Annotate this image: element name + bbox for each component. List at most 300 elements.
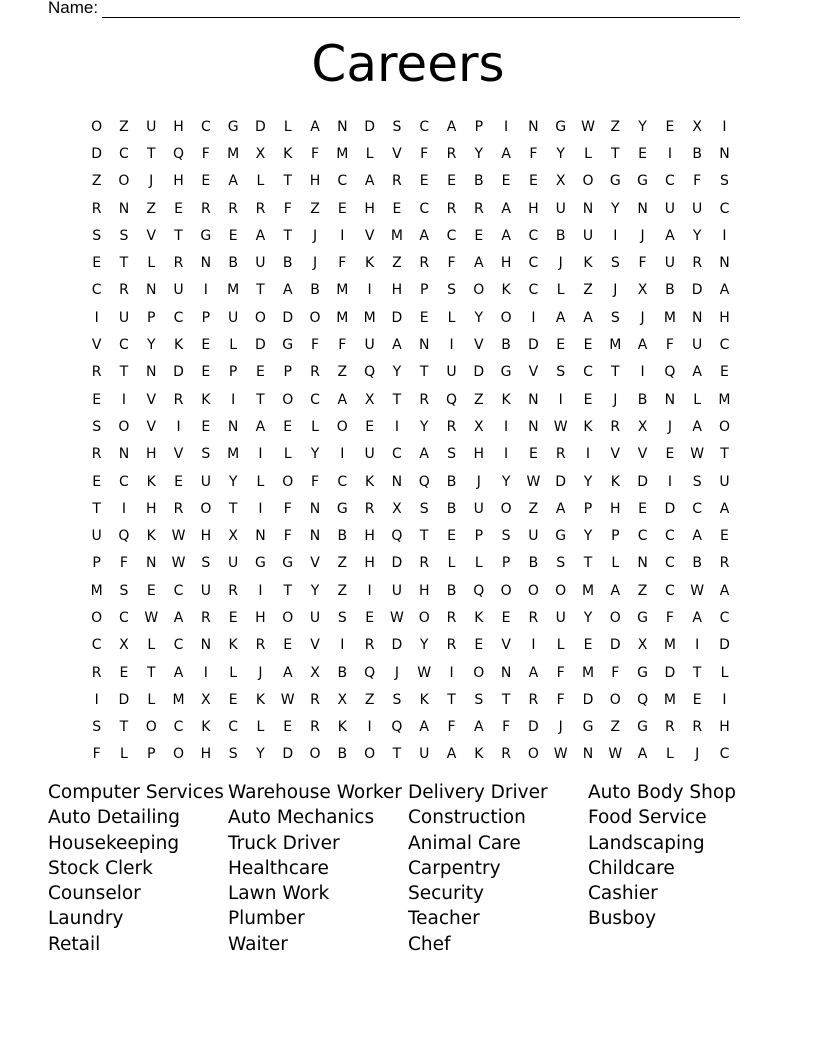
grid-letter[interactable]: Q <box>391 528 403 545</box>
grid-letter[interactable]: M <box>581 582 595 599</box>
grid-letter[interactable]: K <box>501 391 511 408</box>
grid-letter[interactable]: Y <box>501 473 511 490</box>
grid-letter[interactable]: W <box>417 664 432 681</box>
grid-letter[interactable]: L <box>611 555 620 572</box>
grid-letter[interactable]: B <box>692 145 702 162</box>
grid-letter[interactable]: T <box>256 391 265 408</box>
grid-letter[interactable]: I <box>558 391 563 408</box>
grid-letter[interactable]: I <box>203 664 208 681</box>
grid-letter[interactable]: S <box>92 418 102 435</box>
grid-letter[interactable]: A <box>173 664 184 681</box>
grid-letter[interactable]: L <box>584 145 592 162</box>
grid-letter[interactable]: O <box>500 582 512 599</box>
grid-letter[interactable]: F <box>310 145 320 162</box>
grid-letter[interactable]: S <box>92 719 102 736</box>
grid-letter[interactable]: J <box>312 255 318 272</box>
grid-letter[interactable]: I <box>94 691 99 708</box>
grid-letter[interactable]: Z <box>637 582 648 599</box>
grid-letter[interactable]: G <box>336 500 348 517</box>
grid-letter[interactable]: Z <box>610 719 621 736</box>
grid-letter[interactable]: E <box>228 227 238 244</box>
grid-letter[interactable]: Q <box>637 691 649 708</box>
grid-letter[interactable]: H <box>255 609 266 626</box>
grid-letter[interactable]: G <box>282 555 294 572</box>
grid-letter[interactable]: Z <box>528 500 539 517</box>
grid-letter[interactable]: H <box>528 200 539 217</box>
grid-letter[interactable]: Y <box>146 337 156 354</box>
grid-letter[interactable]: H <box>173 118 184 135</box>
grid-letter[interactable]: W <box>171 555 186 572</box>
grid-letter[interactable]: B <box>555 227 566 244</box>
grid-letter[interactable]: E <box>92 391 102 408</box>
grid-letter[interactable]: E <box>283 719 293 736</box>
grid-letter[interactable]: N <box>200 255 212 272</box>
grid-letter[interactable]: V <box>173 446 184 463</box>
grid-letter[interactable]: Z <box>583 282 593 299</box>
grid-letter[interactable]: U <box>228 555 239 572</box>
grid-letter[interactable]: D <box>473 364 485 381</box>
grid-letter[interactable]: W <box>581 118 595 135</box>
grid-letter[interactable]: X <box>637 637 648 654</box>
grid-letter[interactable]: M <box>227 282 240 299</box>
grid-letter[interactable]: K <box>337 719 347 736</box>
grid-letter[interactable]: H <box>173 173 184 190</box>
grid-letter[interactable]: E <box>92 255 102 272</box>
grid-letter[interactable]: R <box>446 200 457 217</box>
grid-letter[interactable]: R <box>501 746 511 763</box>
grid-letter[interactable]: Y <box>419 637 429 654</box>
grid-letter[interactable]: F <box>638 255 647 272</box>
grid-letter[interactable]: A <box>719 500 730 517</box>
grid-letter[interactable]: I <box>667 473 672 490</box>
grid-letter[interactable]: N <box>528 391 539 408</box>
grid-letter[interactable]: D <box>528 719 539 736</box>
grid-letter[interactable]: P <box>147 746 156 763</box>
grid-letter[interactable]: E <box>256 364 265 381</box>
grid-letter[interactable]: A <box>310 118 320 135</box>
grid-letter[interactable]: R <box>555 446 566 463</box>
grid-letter[interactable]: L <box>256 719 265 736</box>
grid-letter[interactable]: O <box>173 746 185 763</box>
grid-letter[interactable]: E <box>174 473 183 490</box>
grid-letter[interactable]: M <box>172 691 185 708</box>
grid-letter[interactable]: F <box>502 719 511 736</box>
grid-letter[interactable]: T <box>146 145 156 162</box>
grid-letter[interactable]: R <box>173 255 184 272</box>
grid-letter[interactable]: A <box>610 582 621 599</box>
grid-letter[interactable]: E <box>583 337 593 354</box>
grid-letter[interactable]: A <box>446 746 457 763</box>
grid-letter[interactable]: F <box>310 473 320 490</box>
grid-letter[interactable]: C <box>392 446 402 463</box>
grid-letter[interactable]: O <box>282 609 294 626</box>
grid-letter[interactable]: V <box>146 418 157 435</box>
grid-letter[interactable]: D <box>719 637 730 654</box>
grid-letter[interactable]: Z <box>337 364 348 381</box>
grid-letter[interactable]: F <box>119 555 128 572</box>
grid-letter[interactable]: E <box>474 227 484 244</box>
grid-letter[interactable]: S <box>201 446 211 463</box>
grid-letter[interactable]: K <box>501 282 511 299</box>
grid-letter[interactable]: B <box>337 664 348 681</box>
grid-letter[interactable]: I <box>504 418 509 435</box>
grid-letter[interactable]: O <box>309 746 321 763</box>
grid-letter[interactable]: H <box>719 309 730 326</box>
grid-letter[interactable]: L <box>120 746 128 763</box>
grid-letter[interactable]: C <box>637 528 648 545</box>
grid-letter[interactable]: D <box>391 555 403 572</box>
grid-letter[interactable]: F <box>447 719 456 736</box>
grid-letter[interactable]: S <box>201 555 211 572</box>
grid-letter[interactable]: A <box>228 173 238 190</box>
grid-letter[interactable]: D <box>609 637 621 654</box>
grid-letter[interactable]: E <box>583 391 593 408</box>
grid-letter[interactable]: N <box>337 118 348 135</box>
grid-letter[interactable]: V <box>474 337 484 354</box>
grid-letter[interactable]: X <box>310 664 320 681</box>
grid-letter[interactable]: K <box>201 391 211 408</box>
grid-letter[interactable]: H <box>418 582 430 599</box>
grid-letter[interactable]: D <box>391 309 403 326</box>
grid-letter[interactable]: C <box>119 145 129 162</box>
grid-letter[interactable]: R <box>364 637 375 654</box>
grid-letter[interactable]: U <box>473 500 484 517</box>
grid-letter[interactable]: R <box>228 200 238 217</box>
grid-letter[interactable]: W <box>389 609 404 626</box>
grid-letter[interactable]: B <box>337 528 348 545</box>
grid-letter[interactable]: G <box>282 337 294 354</box>
grid-letter[interactable]: N <box>664 391 676 408</box>
grid-letter[interactable]: U <box>200 582 211 599</box>
grid-letter[interactable]: U <box>173 282 184 299</box>
grid-letter[interactable]: Q <box>473 582 485 599</box>
grid-letter[interactable]: K <box>474 609 484 626</box>
grid-letter[interactable]: F <box>283 500 292 517</box>
grid-letter[interactable]: Y <box>638 118 647 135</box>
grid-letter[interactable]: C <box>119 473 129 490</box>
grid-letter[interactable]: I <box>176 418 181 435</box>
grid-letter[interactable]: S <box>474 691 484 708</box>
grid-letter[interactable]: F <box>283 528 292 545</box>
grid-letter[interactable]: A <box>474 255 484 272</box>
grid-letter[interactable]: U <box>118 309 130 326</box>
grid-letter[interactable]: K <box>365 255 375 272</box>
grid-letter[interactable]: F <box>447 255 456 272</box>
grid-letter[interactable]: E <box>501 173 511 190</box>
grid-letter[interactable]: X <box>364 391 375 408</box>
grid-letter[interactable]: G <box>500 364 512 381</box>
grid-letter[interactable]: A <box>719 282 730 299</box>
grid-letter[interactable]: V <box>637 446 648 463</box>
grid-letter[interactable]: I <box>531 637 536 654</box>
grid-letter[interactable]: L <box>665 746 674 763</box>
grid-letter[interactable]: V <box>310 555 320 572</box>
grid-letter[interactable]: L <box>556 637 565 654</box>
grid-letter[interactable]: N <box>637 555 648 572</box>
grid-letter[interactable]: V <box>364 227 375 244</box>
grid-letter[interactable]: E <box>119 664 129 681</box>
grid-letter[interactable]: I <box>258 500 263 517</box>
grid-letter[interactable]: G <box>227 118 239 135</box>
grid-letter[interactable]: U <box>719 473 730 490</box>
grid-letter[interactable]: Q <box>173 145 185 162</box>
grid-letter[interactable]: C <box>528 282 539 299</box>
grid-letter[interactable]: P <box>201 309 211 326</box>
grid-letter[interactable]: L <box>474 555 483 572</box>
grid-letter[interactable]: E <box>365 418 375 435</box>
grid-letter[interactable]: K <box>173 337 184 354</box>
grid-letter[interactable]: O <box>145 719 157 736</box>
grid-letter[interactable]: H <box>610 500 621 517</box>
grid-letter[interactable]: R <box>310 364 320 381</box>
grid-letter[interactable]: T <box>392 746 402 763</box>
grid-letter[interactable]: L <box>147 637 156 654</box>
grid-letter[interactable]: E <box>337 200 347 217</box>
grid-letter[interactable]: T <box>119 719 129 736</box>
grid-letter[interactable]: U <box>309 609 321 626</box>
grid-letter[interactable]: L <box>447 309 456 326</box>
grid-letter[interactable]: G <box>637 609 649 626</box>
grid-letter[interactable]: U <box>364 446 375 463</box>
grid-letter[interactable]: G <box>255 555 266 572</box>
grid-letter[interactable]: I <box>121 500 127 517</box>
grid-letter[interactable]: D <box>91 145 103 162</box>
grid-letter[interactable]: E <box>638 500 648 517</box>
grid-letter[interactable]: R <box>610 418 621 435</box>
grid-letter[interactable]: G <box>609 173 621 190</box>
grid-letter[interactable]: T <box>419 364 429 381</box>
grid-letter[interactable]: O <box>500 309 512 326</box>
grid-letter[interactable]: E <box>692 691 702 708</box>
grid-letter[interactable]: J <box>558 719 563 736</box>
grid-letter[interactable]: S <box>392 691 402 708</box>
grid-letter[interactable]: E <box>174 200 183 217</box>
grid-letter[interactable]: T <box>256 282 265 299</box>
grid-letter[interactable]: C <box>583 364 593 381</box>
grid-letter[interactable]: C <box>719 200 730 217</box>
grid-letter[interactable]: U <box>582 227 594 244</box>
grid-letter[interactable]: D <box>173 364 184 381</box>
grid-letter[interactable]: D <box>118 691 130 708</box>
grid-letter[interactable]: Y <box>310 446 320 463</box>
grid-letter[interactable]: M <box>663 637 676 654</box>
grid-letter[interactable]: B <box>692 555 702 572</box>
grid-letter[interactable]: C <box>119 609 129 626</box>
grid-letter[interactable]: H <box>309 173 321 190</box>
grid-letter[interactable]: A <box>446 118 457 135</box>
grid-letter[interactable]: R <box>419 255 430 272</box>
grid-letter[interactable]: O <box>718 418 730 435</box>
grid-letter[interactable]: F <box>338 337 347 354</box>
grid-letter[interactable]: T <box>501 691 511 708</box>
grid-letter[interactable]: C <box>173 637 184 654</box>
grid-letter[interactable]: X <box>637 282 648 299</box>
grid-letter[interactable]: G <box>637 173 649 190</box>
grid-letter[interactable]: I <box>231 391 236 408</box>
grid-letter[interactable]: A <box>364 173 375 190</box>
grid-letter[interactable]: K <box>610 473 620 490</box>
grid-letter[interactable]: O <box>91 118 103 135</box>
grid-letter[interactable]: R <box>719 555 730 572</box>
grid-letter[interactable]: T <box>611 145 620 162</box>
grid-letter[interactable]: I <box>640 364 645 381</box>
grid-letter[interactable]: N <box>118 446 130 463</box>
grid-letter[interactable]: A <box>419 227 429 244</box>
grid-letter[interactable]: S <box>501 528 511 545</box>
grid-letter[interactable]: T <box>174 227 183 244</box>
grid-letter[interactable]: T <box>228 500 238 517</box>
grid-letter[interactable]: T <box>720 446 729 463</box>
grid-letter[interactable]: E <box>419 173 429 190</box>
grid-letter[interactable]: F <box>556 664 565 681</box>
grid-letter[interactable]: X <box>392 500 402 517</box>
grid-letter[interactable]: U <box>146 118 157 135</box>
grid-letter[interactable]: G <box>200 227 212 244</box>
grid-letter[interactable]: N <box>528 418 539 435</box>
grid-letter[interactable]: X <box>228 528 238 545</box>
grid-letter[interactable]: H <box>391 282 403 299</box>
grid-letter[interactable]: N <box>227 418 239 435</box>
grid-letter[interactable]: L <box>147 691 156 708</box>
grid-letter[interactable]: I <box>94 309 99 326</box>
grid-letter[interactable]: Y <box>310 582 320 599</box>
grid-letter[interactable]: A <box>692 418 702 435</box>
grid-letter[interactable]: L <box>447 555 456 572</box>
grid-letter[interactable]: Q <box>391 719 403 736</box>
grid-letter[interactable]: S <box>447 446 456 463</box>
grid-letter[interactable]: X <box>474 418 484 435</box>
grid-letter[interactable]: E <box>720 528 729 545</box>
grid-letter[interactable]: A <box>501 200 511 217</box>
grid-letter[interactable]: O <box>364 746 376 763</box>
grid-letter[interactable]: Y <box>392 364 402 381</box>
grid-letter[interactable]: S <box>228 746 238 763</box>
grid-letter[interactable]: X <box>119 637 129 654</box>
grid-letter[interactable]: R <box>528 609 539 626</box>
grid-letter[interactable]: U <box>446 364 457 381</box>
grid-letter[interactable]: F <box>283 200 292 217</box>
grid-letter[interactable]: I <box>203 282 208 299</box>
grid-letter[interactable]: O <box>609 609 621 626</box>
grid-letter[interactable]: Y <box>228 473 238 490</box>
grid-letter[interactable]: R <box>200 609 211 626</box>
grid-letter[interactable]: M <box>336 145 349 162</box>
grid-letter[interactable]: V <box>146 391 157 408</box>
grid-letter[interactable]: I <box>394 418 399 435</box>
grid-letter[interactable]: A <box>555 309 566 326</box>
grid-letter[interactable]: I <box>258 582 263 599</box>
grid-letter[interactable]: I <box>695 637 700 654</box>
grid-letter[interactable]: L <box>365 145 374 162</box>
grid-letter[interactable]: A <box>692 364 702 381</box>
grid-letter[interactable]: N <box>418 337 430 354</box>
grid-letter[interactable]: M <box>227 446 240 463</box>
grid-letter[interactable]: I <box>722 691 727 708</box>
grid-letter[interactable]: R <box>419 555 430 572</box>
grid-letter[interactable]: X <box>555 173 566 190</box>
grid-letter[interactable]: J <box>613 391 618 408</box>
grid-letter[interactable]: S <box>610 309 620 326</box>
grid-letter[interactable]: E <box>201 173 211 190</box>
grid-letter[interactable]: A <box>501 145 511 162</box>
grid-letter[interactable]: D <box>255 118 266 135</box>
grid-letter[interactable]: M <box>227 145 240 162</box>
grid-letter[interactable]: E <box>392 200 402 217</box>
grid-letter[interactable]: R <box>446 418 457 435</box>
grid-letter[interactable]: J <box>640 309 645 326</box>
grid-letter[interactable]: D <box>582 691 594 708</box>
grid-letter[interactable]: U <box>692 337 703 354</box>
grid-letter[interactable]: F <box>529 145 538 162</box>
grid-letter[interactable]: D <box>255 337 266 354</box>
grid-letter[interactable]: O <box>609 691 621 708</box>
grid-letter[interactable]: V <box>91 337 102 354</box>
grid-letter[interactable]: M <box>581 664 595 681</box>
grid-letter[interactable]: Y <box>583 473 593 490</box>
grid-letter[interactable]: Z <box>392 255 402 272</box>
grid-letter[interactable]: X <box>255 145 266 162</box>
grid-letter[interactable]: M <box>663 309 676 326</box>
grid-letter[interactable]: C <box>528 255 539 272</box>
grid-letter[interactable]: P <box>147 309 156 326</box>
grid-letter[interactable]: E <box>638 145 648 162</box>
grid-letter[interactable]: T <box>283 582 292 599</box>
grid-letter[interactable]: I <box>340 446 345 463</box>
grid-letter[interactable]: B <box>228 255 238 272</box>
grid-letter[interactable]: E <box>665 446 675 463</box>
grid-letter[interactable]: R <box>692 255 703 272</box>
grid-letter[interactable]: C <box>200 118 211 135</box>
grid-letter[interactable]: E <box>474 637 484 654</box>
grid-letter[interactable]: C <box>228 719 239 736</box>
grid-letter[interactable]: A <box>474 719 484 736</box>
grid-letter[interactable]: Y <box>583 528 593 545</box>
grid-letter[interactable]: T <box>392 391 402 408</box>
grid-letter[interactable]: R <box>419 391 430 408</box>
grid-letter[interactable]: K <box>583 255 593 272</box>
grid-letter[interactable]: B <box>474 173 484 190</box>
grid-letter[interactable]: S <box>392 118 402 135</box>
grid-letter[interactable]: E <box>528 446 538 463</box>
grid-letter[interactable]: E <box>228 609 238 626</box>
grid-letter[interactable]: H <box>200 746 212 763</box>
grid-letter[interactable]: R <box>310 719 320 736</box>
grid-letter[interactable]: B <box>637 391 648 408</box>
grid-letter[interactable]: V <box>501 637 511 654</box>
grid-letter[interactable]: A <box>692 528 702 545</box>
grid-letter[interactable]: O <box>527 582 539 599</box>
grid-letter[interactable]: D <box>691 282 703 299</box>
grid-letter[interactable]: A <box>555 500 566 517</box>
grid-letter[interactable]: C <box>692 500 703 517</box>
grid-letter[interactable]: I <box>504 118 509 135</box>
grid-letter[interactable]: X <box>637 418 648 435</box>
grid-letter[interactable]: I <box>367 719 372 736</box>
grid-letter[interactable]: R <box>692 719 703 736</box>
grid-letter[interactable]: C <box>119 337 129 354</box>
grid-letter[interactable]: F <box>338 255 347 272</box>
grid-letter[interactable]: B <box>528 555 539 572</box>
grid-letter[interactable]: V <box>392 145 402 162</box>
grid-letter[interactable]: Z <box>337 582 348 599</box>
grid-letter[interactable]: O <box>582 173 594 190</box>
grid-letter[interactable]: Q <box>364 664 376 681</box>
grid-letter[interactable]: D <box>282 309 294 326</box>
grid-letter[interactable]: U <box>692 200 703 217</box>
grid-letter[interactable]: A <box>392 337 402 354</box>
grid-letter[interactable]: N <box>146 555 157 572</box>
grid-letter[interactable]: B <box>501 337 511 354</box>
